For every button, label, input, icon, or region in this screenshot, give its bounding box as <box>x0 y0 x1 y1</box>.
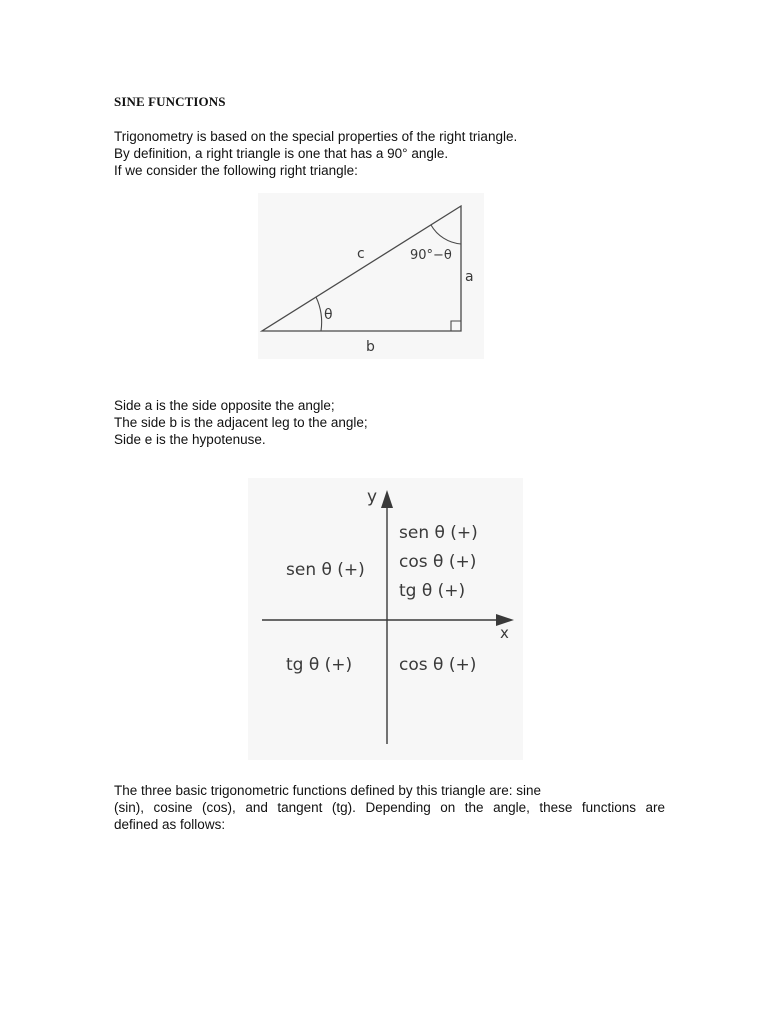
quadrant-sign-figure <box>248 478 523 760</box>
q1-cos-label: cos θ (+) <box>399 552 477 572</box>
q3-tg-label: tg θ (+) <box>286 655 353 675</box>
closing-line: The three basic trigonometric functions defined by this triangle are: sine <box>114 783 541 798</box>
sides-paragraph <box>114 397 368 448</box>
complement-angle-label: 90°−θ <box>410 248 452 263</box>
q1-sen-label: sen θ (+) <box>399 523 478 543</box>
q1-tg-label: tg θ (+) <box>399 581 466 601</box>
q2-sen-label: sen θ (+) <box>286 560 365 580</box>
section-heading: SINE FUNCTIONS <box>114 94 226 109</box>
intro-paragraph <box>114 128 517 179</box>
sides-line: The side b is the adjacent leg to the angle; <box>114 415 368 430</box>
y-axis-label: y <box>367 487 378 507</box>
closing-paragraph <box>114 782 665 833</box>
sides-line: Side a is the side opposite the angle; <box>114 398 335 413</box>
closing-line: (sin), cosine (cos), and tangent (tg). Depending on the angle, these functions are <box>114 800 665 815</box>
side-a-label: a <box>465 269 474 285</box>
sides-line: Side e is the hypotenuse. <box>114 432 266 447</box>
theta-label: θ <box>324 307 333 323</box>
intro-line: If we consider the following right triangle: <box>114 163 358 178</box>
side-b-label: b <box>366 339 375 355</box>
right-triangle-figure <box>258 193 484 359</box>
closing-line: defined as follows: <box>114 817 226 832</box>
intro-line: Trigonometry is based on the special properties of the right triangle. <box>114 129 518 144</box>
x-axis-label: x <box>500 624 509 642</box>
side-c-label: c <box>357 246 365 262</box>
intro-line: By definition, a right triangle is one that has a 90° angle. <box>114 146 449 161</box>
q4-cos-label: cos θ (+) <box>399 655 477 675</box>
